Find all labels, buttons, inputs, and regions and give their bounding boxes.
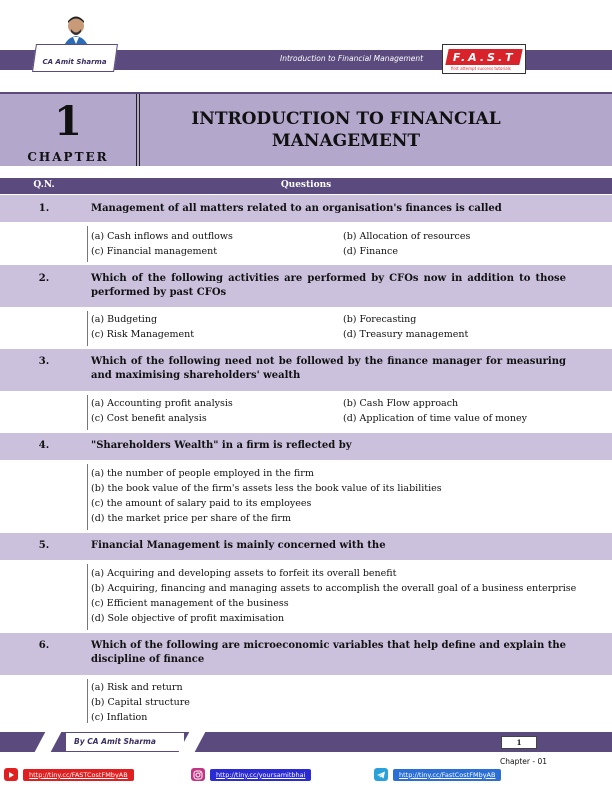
fast-logo-text: F.A.S.T <box>452 50 516 64</box>
instagram-icon <box>191 768 205 781</box>
question-number: 1. <box>38 203 50 214</box>
instagram-link[interactable] <box>191 768 311 781</box>
option-a: (a) Acquiring and developing assets to forfeit its overall benefit <box>91 568 397 579</box>
option-b: (b) the book value of the firm's assets less the book value of its liabilities <box>91 483 442 494</box>
option-b: (b) Allocation of resources <box>343 231 471 242</box>
chapter-word: CHAPTER <box>27 150 109 164</box>
footer-author: By CA Amit Sharma <box>66 733 184 751</box>
question-text: "Shareholders Wealth" in a firm is reflected by <box>91 440 352 451</box>
chapter-label: Chapter - 01 <box>500 757 548 766</box>
chapter-title-line1: INTRODUCTION TO FINANCIAL <box>191 109 501 129</box>
question-row <box>0 194 612 222</box>
page-number: 1 <box>501 736 537 749</box>
question-row <box>0 348 612 391</box>
fast-tagline: first attempt success tutorials <box>451 66 511 71</box>
chapter-number-block <box>0 94 140 166</box>
chapter-title <box>146 108 546 152</box>
question-number: 5. <box>38 540 50 551</box>
options-row <box>0 391 612 432</box>
option-c: (c) Inflation <box>91 712 148 723</box>
option-a: (a) Accounting profit analysis <box>91 398 233 409</box>
chapter-banner <box>0 92 612 166</box>
page-header <box>0 0 612 84</box>
option-c: (c) Risk Management <box>91 329 195 340</box>
column-header-qn: Q.N. <box>33 180 55 190</box>
table-header <box>0 178 612 194</box>
option-c: (c) the amount of salary paid to its employees <box>91 498 312 509</box>
column-header-questions: Questions <box>280 180 332 190</box>
option-b: (b) Capital structure <box>91 697 190 708</box>
option-c: (c) Financial management <box>91 246 218 257</box>
question-row <box>0 432 612 460</box>
question-row <box>0 532 612 560</box>
telegram-link[interactable] <box>374 768 501 781</box>
option-b: (b) Acquiring, financing and managing assets to accomplish the overall goal of a business enterprise <box>91 583 577 594</box>
option-d: (d) Sole objective of profit maximisation <box>91 613 285 624</box>
question-text: Financial Management is mainly concerned with the <box>91 540 386 551</box>
running-title: Introduction to Financial Management <box>280 54 424 63</box>
option-d: (d) Finance <box>343 246 398 257</box>
youtube-link-text[interactable]: http://tiny.cc/FASTCostFMbyAB <box>23 769 134 781</box>
question-row <box>0 264 612 307</box>
question-text: Which of the following need not be followed by the finance manager for measuring and maximising shareholders' wealth <box>91 356 566 381</box>
chapter-title-line2: MANAGEMENT <box>271 131 421 151</box>
options-row <box>0 460 612 532</box>
option-c: (c) Cost benefit analysis <box>91 413 207 424</box>
chapter-number: 1 <box>54 98 82 145</box>
question-text: Which of the following are microeconomic variables that help define and explain the discipline of finance <box>91 640 566 665</box>
instagram-link-text[interactable]: http://tiny.cc/yoursamitbhai <box>210 769 311 781</box>
option-a: (a) Budgeting <box>91 314 158 325</box>
option-a: (a) the number of people employed in the firm <box>91 468 314 479</box>
question-number: 2. <box>38 273 50 284</box>
option-b: (b) Forecasting <box>343 314 417 325</box>
question-number: 3. <box>38 356 50 367</box>
telegram-icon <box>374 768 388 781</box>
option-a: (a) Risk and return <box>91 682 183 693</box>
question-number: 4. <box>38 440 50 451</box>
youtube-link[interactable] <box>4 768 134 781</box>
question-text: Management of all matters related to an organisation's finances is called <box>91 203 502 214</box>
options-row <box>0 560 612 632</box>
question-text: Which of the following activities are performed by CFOs now in addition to those performed by past CFOs <box>91 273 566 298</box>
question-number: 6. <box>38 640 50 651</box>
option-d: (d) Application of time value of money <box>343 413 527 424</box>
option-a: (a) Cash inflows and outflows <box>91 231 233 242</box>
option-b: (b) Cash Flow approach <box>343 398 459 409</box>
author-logo <box>32 44 118 72</box>
author-logo-text: CA Amit Sharma <box>42 58 107 66</box>
telegram-link-text[interactable]: http://tiny.cc/FastCostFMbyAB <box>393 769 501 781</box>
option-d: (d) Treasury management <box>343 329 469 340</box>
option-d: (d) the market price per share of the firm <box>91 513 291 524</box>
options-row <box>0 307 612 348</box>
question-row <box>0 632 612 675</box>
fast-logo <box>442 44 526 74</box>
option-c: (c) Efficient management of the business <box>91 598 289 609</box>
options-row <box>0 675 612 725</box>
youtube-icon <box>4 768 18 781</box>
question-table <box>0 178 612 723</box>
options-row <box>0 222 612 264</box>
